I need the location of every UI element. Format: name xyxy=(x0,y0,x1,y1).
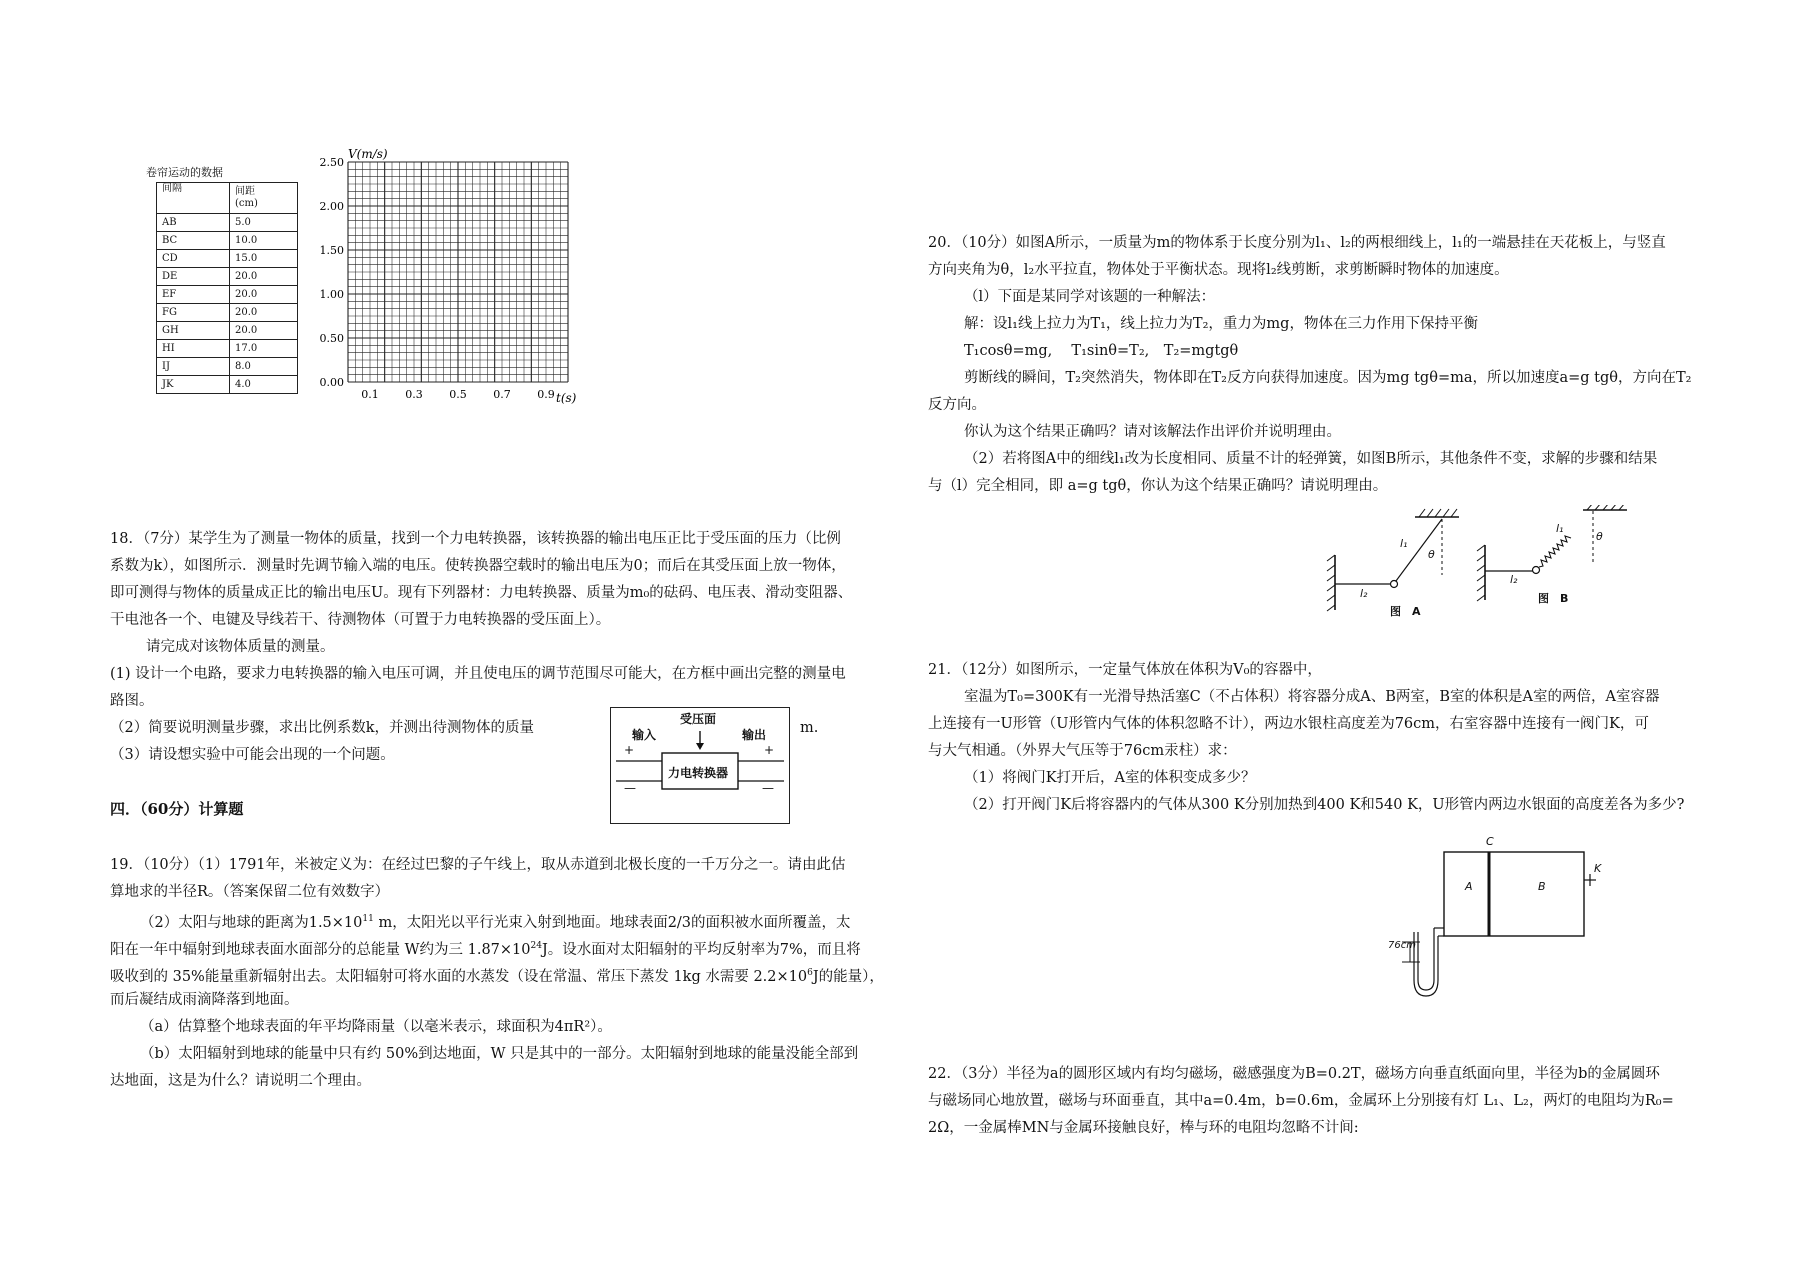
table-row xyxy=(157,214,298,232)
table-cell-distance: 15.0 xyxy=(230,250,298,268)
y-tick-label: 1.00 xyxy=(319,288,344,301)
converter-output-plus: + xyxy=(764,743,775,757)
gas-height-label: 76cm xyxy=(1388,940,1416,951)
q18-line-6: (1) 设计一个电路，要求力电转换器的输入电压可调，并且使电压的调节范围尽可能大，在方框中画出完整的测量电 xyxy=(110,666,846,682)
table-cell-interval: GH xyxy=(157,322,230,340)
q18-line-7: 路图。 xyxy=(110,693,154,709)
x-tick-label: 0.3 xyxy=(405,388,423,401)
table-cell-distance: 8.0 xyxy=(230,358,298,376)
figA-theta-label: θ xyxy=(1428,548,1435,561)
figA-l1-label: l₁ xyxy=(1400,537,1408,550)
x-tick-label: 0.5 xyxy=(449,388,467,401)
converter-input-label: 输入 xyxy=(632,728,657,742)
table-cell-interval: DE xyxy=(157,268,230,286)
data-table xyxy=(156,182,298,394)
table-cell-distance: 20.0 xyxy=(230,322,298,340)
q19-line-2: 算地求的半径R。（答案保留二位有效数字） xyxy=(110,884,390,900)
table-cell-distance: 4.0 xyxy=(230,376,298,394)
data-table-title: 卷帘运动的数据 xyxy=(146,166,223,179)
q20-line-1: 20．（10分）如图A所示，一质量为m的物体系于长度分别为l₁、l₂的两根细线上，l₁的一端悬挂在天花板上，与竖直 xyxy=(928,235,1666,251)
table-row xyxy=(157,304,298,322)
converter-input-plus: + xyxy=(624,743,635,757)
converter-device-label: 力电转换器 xyxy=(668,766,729,780)
q21-line-3: 上连接有一U形管（U形管内气体的体积忽略不计），两边水银柱高度差为76cm，右室容器中连接有一阀门K，可 xyxy=(928,716,1649,732)
q19-line-8: （b）太阳辐射到地球的能量中只有约 50%到达地面，W 只是其中的一部分。太阳辐射到地球的能量没能全部到 xyxy=(140,1046,859,1062)
chart-grid xyxy=(348,162,568,382)
table-row xyxy=(157,232,298,250)
converter-input-minus: — xyxy=(624,781,636,795)
table-row xyxy=(157,250,298,268)
y-tick-label: 0.50 xyxy=(319,332,344,345)
gas-chamber-A-label: A xyxy=(1465,880,1473,893)
q20-line-5: T₁cosθ=mg, T₁sinθ=T₂, T₂=mgtgθ xyxy=(964,343,1239,359)
q20-line-9: （2）若将图A中的细线l₁改为长度相同、质量不计的轻弹簧，如图B所示，其他条件不变，求解的步骤和结果 xyxy=(964,451,1658,467)
q20-line-10: 与（l）完全相同，即 a=g tgθ，你认为这个结果正确吗？请说明理由。 xyxy=(928,478,1388,494)
converter-pressure-surface-label: 受压面 xyxy=(680,712,717,726)
q18-line-3: 即可测得与物体的质量成正比的输出电压U。现有下列器材：力电转换器、质量为m₀的砝码、电压表、滑动变阻器、 xyxy=(110,585,853,601)
gas-piston-C-label: C xyxy=(1486,835,1494,848)
q18-line-9: （3）请设想实验中可能会出现的一个问题。 xyxy=(110,747,395,763)
table-cell-interval: JK xyxy=(157,376,230,394)
table-row xyxy=(157,286,298,304)
gas-valve-K-label: K xyxy=(1594,862,1602,875)
y-tick-label: 1.50 xyxy=(319,244,344,257)
table-body xyxy=(157,214,298,394)
figA-caption: 图 A xyxy=(1390,605,1421,618)
figB-l2-label: l₂ xyxy=(1510,573,1518,586)
q19-line-3: （2）太阳与地球的距离为$1.5\times 10^{11}$ m，太阳光以平行光束入射到地面。地球表面2/3的面积被水面所覆盖，太 xyxy=(140,914,851,931)
converter-output-label: 输出 xyxy=(742,728,767,742)
chart-ylabel: V(m/s) xyxy=(348,148,388,161)
q20-line-3: （l）下面是某同学对该题的一种解法： xyxy=(964,289,1216,305)
table-row xyxy=(157,322,298,340)
q22-line-3: 2Ω，一金属棒MN与金属环接触良好，棒与环的电阻均忽略不计间: xyxy=(928,1120,1359,1136)
q20-line-2: 方向夹角为θ，l₂水平拉直，物体处于平衡状态。现将l₂线剪断，求剪断瞬时物体的加速度。 xyxy=(928,262,1509,278)
section-4-heading: 四．（60分）计算题 xyxy=(110,800,244,818)
table-cell-interval: EF xyxy=(157,286,230,304)
table-row xyxy=(157,358,298,376)
table-cell-distance: 20.0 xyxy=(230,268,298,286)
q21-line-5: （1）将阀门K打开后，A室的体积变成多少？ xyxy=(964,770,1256,786)
q18-line-8: （2）简要说明测量步骤，求出比例系数k，并测出待测物体的质量 xyxy=(110,720,535,736)
x-tick-label: 0.1 xyxy=(361,388,379,401)
table-cell-interval: HI xyxy=(157,340,230,358)
q18-line-5: 请完成对该物体质量的测量。 xyxy=(146,639,335,655)
table-header-row xyxy=(157,183,298,214)
q21-line-2: 室温为T₀=300K有一光滑导热活塞C（不占体积）将容器分成A、B两室，B室的体积是A室的两倍，A室容器 xyxy=(964,689,1660,705)
q19-line-6: 而后凝结成雨滴降落到地面。 xyxy=(110,992,299,1008)
q18-line-8-unit: m. xyxy=(800,720,819,736)
x-tick-label: 0.9 xyxy=(537,388,555,401)
q18-line-1: 18．（7分）某学生为了测量一物体的质量，找到一个力电转换器，该转换器的输出电压正比于受压面的压力（比例 xyxy=(110,531,841,547)
gas-chamber-B-label: B xyxy=(1538,880,1546,893)
table-cell-distance: 20.0 xyxy=(230,304,298,322)
figB-l1-label: l₁ xyxy=(1556,522,1564,535)
table-cell-interval: FG xyxy=(157,304,230,322)
y-tick-label: 2.00 xyxy=(319,200,344,213)
q21-line-6: （2）打开阀门K后将容器内的气体从300 K分别加热到400 K和540 K，U形管内两边水银面的高度差各为多少? xyxy=(964,797,1685,813)
table-cell-interval: BC xyxy=(157,232,230,250)
table-row xyxy=(157,268,298,286)
q21-line-1: 21．（12分）如图所示，一定量气体放在体积为V₀的容器中， xyxy=(928,662,1322,678)
y-tick-label: 0.00 xyxy=(319,376,344,389)
table-header-distance: 间距 (cm) xyxy=(230,183,298,214)
table-row xyxy=(157,376,298,394)
q22-line-1: 22．（3分）半径为a的圆形区域内有均匀磁场，磁感强度为B=0.2T，磁场方向垂直纸面向里，半径为b的金属圆环 xyxy=(928,1066,1660,1082)
table-cell-distance: 5.0 xyxy=(230,214,298,232)
x-tick-label: 0.7 xyxy=(493,388,511,401)
table-cell-distance: 20.0 xyxy=(230,286,298,304)
pendulum-figures xyxy=(1325,505,1645,625)
table-cell-interval: IJ xyxy=(157,358,230,376)
table-cell-interval: CD xyxy=(157,250,230,268)
table-row xyxy=(157,340,298,358)
q20-line-6: 剪断线的瞬间，T₂突然消失，物体即在T₂反方向获得加速度。因为mg tgθ=ma，所以加速度a=g tgθ，方向在T₂ xyxy=(964,370,1692,386)
converter-output-minus: — xyxy=(762,781,774,795)
figB-theta-label: θ xyxy=(1596,530,1603,543)
velocity-time-chart xyxy=(312,148,594,408)
table-header-interval: 间隔 xyxy=(157,183,230,214)
gas-container-figure xyxy=(1380,840,1600,1000)
q18-line-4: 干电池各一个、电键及导线若干、待测物体（可置于力电转换器的受压面上）。 xyxy=(110,612,611,628)
q20-line-8: 你认为这个结果正确吗？请对该解法作出评价并说明理由。 xyxy=(964,424,1341,440)
q19-line-1: 19．（10分）（1）1791年，米被定义为：在经过巴黎的子午线上，取从赤道到北极长度的一千万分之一。请由此估 xyxy=(110,857,846,873)
q19-line-4: 阳在一年中辐射到地球表面水面部分的总能量 W约为三 $1.87\times 10^{24}J$。设水面对太阳辐射的平均反射率为7%，而且将 xyxy=(110,941,861,958)
q20-line-4: 解：设l₁线上拉力为T₁，线上拉力为T₂，重力为mg，物体在三力作用下保持平衡 xyxy=(964,316,1478,332)
figB-caption: 图 B xyxy=(1538,592,1569,605)
q19-line-7: （a）估算整个地球表面的年平均降雨量（以毫米表示，球面积为4πR²）。 xyxy=(140,1019,612,1035)
table-cell-distance: 17.0 xyxy=(230,340,298,358)
y-tick-label: 2.50 xyxy=(319,156,344,169)
chart-xlabel: t(s) xyxy=(556,391,577,405)
q19-line-9: 达地面，这是为什么？请说明二个理由。 xyxy=(110,1073,371,1089)
figA-l2-label: l₂ xyxy=(1360,587,1368,600)
chart-ticks xyxy=(320,156,555,401)
table-cell-distance: 10.0 xyxy=(230,232,298,250)
table-cell-interval: AB xyxy=(157,214,230,232)
q21-line-4: 与大气相通。（外界大气压等于76cm汞柱）求： xyxy=(928,743,1237,759)
q20-line-7: 反方向。 xyxy=(928,397,986,413)
q22-line-2: 与磁场同心地放置，磁场与环面垂直，其中a=0.4m，b=0.6m，金属环上分别接有灯 L₁、L₂，两灯的电阻均为R₀= xyxy=(928,1093,1674,1109)
q19-line-5: 吸收到的 35%能量重新辐射出去。太阳辐射可将水面的水蒸发（设在常温、常压下蒸发 1kg 水需要 $2.2\times 10^6J$的能量）， xyxy=(110,968,884,985)
q18-line-2: 系数为k），如图所示．测量时先调节输入端的电压。使转换器空载时的输出电压为0；而后在其受压面上放一物体， xyxy=(110,558,846,574)
